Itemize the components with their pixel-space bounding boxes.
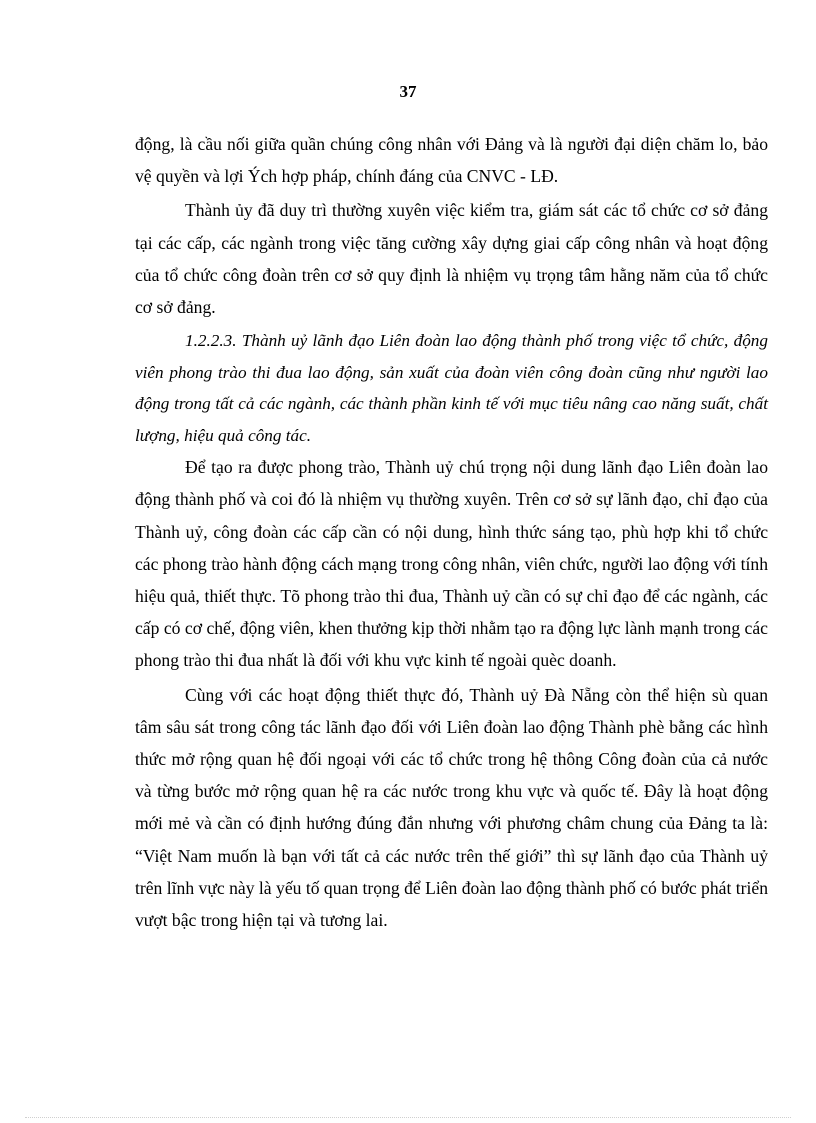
paragraph-external-relations: Cùng với các hoạt động thiết thực đó, Thành uỷ Đà Nẵng còn thể hiện sù quan tâm sâu sát trong công tác lãnh đạo đối với Liên đoàn lao động Thành phè bằng các hình thức mở rộng quan hệ đối ngoại với các tổ chức trong hệ thông Công đoàn của cả nước và từng bước mở rộng quan hệ ra các nước trong khu vực và quốc tế. Đây là hoạt động mới mẻ và cần có định hướng đúng đắn nhưng với phương châm chung của Đảng ta là: “Việt Nam muốn là bạn với tất cả các nước trên thế giới” thì sự lãnh đạo của Thành uỷ trên lĩnh vực này là yếu tố quan trọng để Liên đoàn lao động thành phố có bước phát triển vượt bậc trong hiện tại và tương lai.: [135, 684, 768, 931]
paragraph-movement: Để tạo ra được phong trào, Thành uỷ chú trọng nội dung lãnh đạo Liên đoàn lao động thành phố và coi đó là nhiệm vụ thường xuyên. Trên cơ sở sự lãnh đạo, chỉ đạo của Thành uỷ, công đoàn các cấp cần có nội dung, hình thức sáng tạo, phù hợp khi tổ chức các phong trào hành động cách mạng trong công nhân, viên chức, người lao động với tính hiệu quả, thiết thực. Tõ phong trào thi đua, Thành uỷ cần có sự chỉ đạo để các ngành, các cấp có cơ chế, động viên, khen thưởng kịp thời nhằm tạo ra động lực lành mạnh trong các phong trào thi đua nhất là đối với khu vực kinh tế ngoài quèc doanh.: [135, 457, 768, 671]
section-heading-1-2-2-3: 1.2.2.3. Thành uỷ lãnh đạo Liên đoàn lao động thành phố trong việc tổ chức, động viên phong trào thi đua lao động, sản xuất của đoàn viên công đoàn cũng như người lao động trong tất cả các ngành, các thành phần kinh tế với mục tiêu nâng cao năng suất, chất lượng, hiệu quả công tác.: [135, 331, 768, 445]
paragraph-inspection: Thành ủy đã duy trì thường xuyên việc kiểm tra, giám sát các tổ chức cơ sở đảng tại các cấp, các ngành trong việc tăng cường xây dựng giai cấp công nhân và hoạt động của tổ chức công đoàn trên cơ sở quy định là nhiệm vụ trọng tâm hằng năm của tổ chức cơ sở đảng.: [135, 200, 768, 318]
paragraph-continuation: động, là cầu nối giữa quần chúng công nhân với Đảng và là người đại diện chăm lo, bảo vệ quyền và lợi Ých hợp pháp, chính đáng của CNVC - LĐ.: [135, 134, 768, 187]
page-number: 37: [399, 82, 417, 101]
page-bottom-divider: [25, 1117, 791, 1118]
page-body: [135, 128, 768, 938]
